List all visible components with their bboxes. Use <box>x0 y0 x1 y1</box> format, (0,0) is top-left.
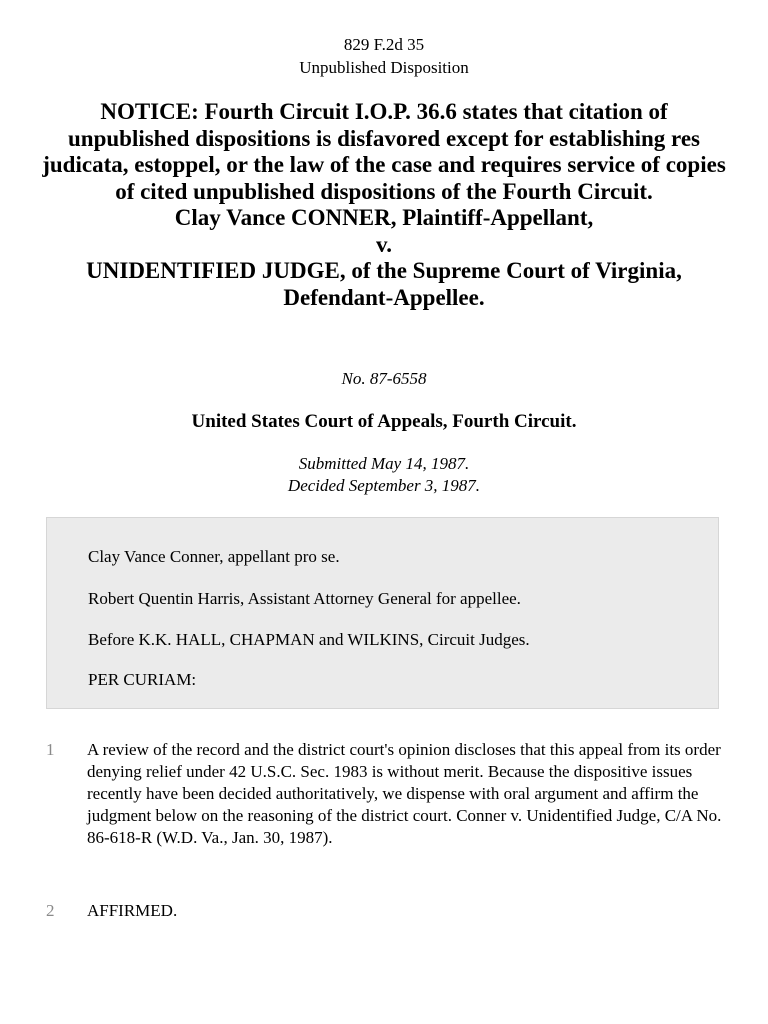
case-dates <box>0 453 768 497</box>
paragraph-number: 2 <box>46 901 55 920</box>
per-curiam-label: PER CURIAM: <box>88 670 197 689</box>
citation-header <box>0 33 768 79</box>
notice-text: NOTICE: Fourth Circuit I.O.P. 36.6 states that citation of unpublished dispositions is disfavored except for establishing res judicata, estoppel, or the law of the case and requires service of copies of cited unpublished dispositions of the Fourth Circuit. <box>42 99 726 204</box>
submitted-date: Submitted May 14, 1987. <box>298 454 470 473</box>
defendant-name: UNIDENTIFIED JUDGE, of the Supreme Court of Virginia, Defendant-Appellee. <box>86 258 682 310</box>
versus-label: v. <box>376 231 392 257</box>
court-name: United States Court of Appeals, Fourth Circuit. <box>191 411 577 432</box>
decided-date: Decided September 3, 1987. <box>287 476 481 495</box>
appellant-counsel: Clay Vance Conner, appellant pro se. <box>88 547 340 566</box>
counsel-box <box>46 517 719 709</box>
docket-number: No. 87-6558 <box>341 369 427 388</box>
case-caption <box>40 99 728 311</box>
paragraph-text: A review of the record and the district court's opinion discloses that this appeal from its order denying relief under 42 U.S.C. Sec. 1983 is without merit. Because the dispositive issues recently have been decided authoritatively, we dispense with oral argument and affirm the judgment below on the reasoning of the district court. Conner v. Unidentified Judge, C/A No. 86-618-R (W.D. Va., Jan. 30, 1987). <box>87 740 722 847</box>
reporter-citation: 829 F.2d 35 <box>343 35 425 54</box>
panel-judges: Before K.K. HALL, CHAPMAN and WILKINS, Circuit Judges. <box>88 630 530 649</box>
paragraph-number: 1 <box>46 740 55 759</box>
plaintiff-name: Clay Vance CONNER, Plaintiff-Appellant, <box>174 205 594 230</box>
disposition-label: Unpublished Disposition <box>299 58 469 77</box>
paragraph-text: AFFIRMED. <box>87 901 178 920</box>
appellee-counsel: Robert Quentin Harris, Assistant Attorney General for appellee. <box>88 589 521 608</box>
